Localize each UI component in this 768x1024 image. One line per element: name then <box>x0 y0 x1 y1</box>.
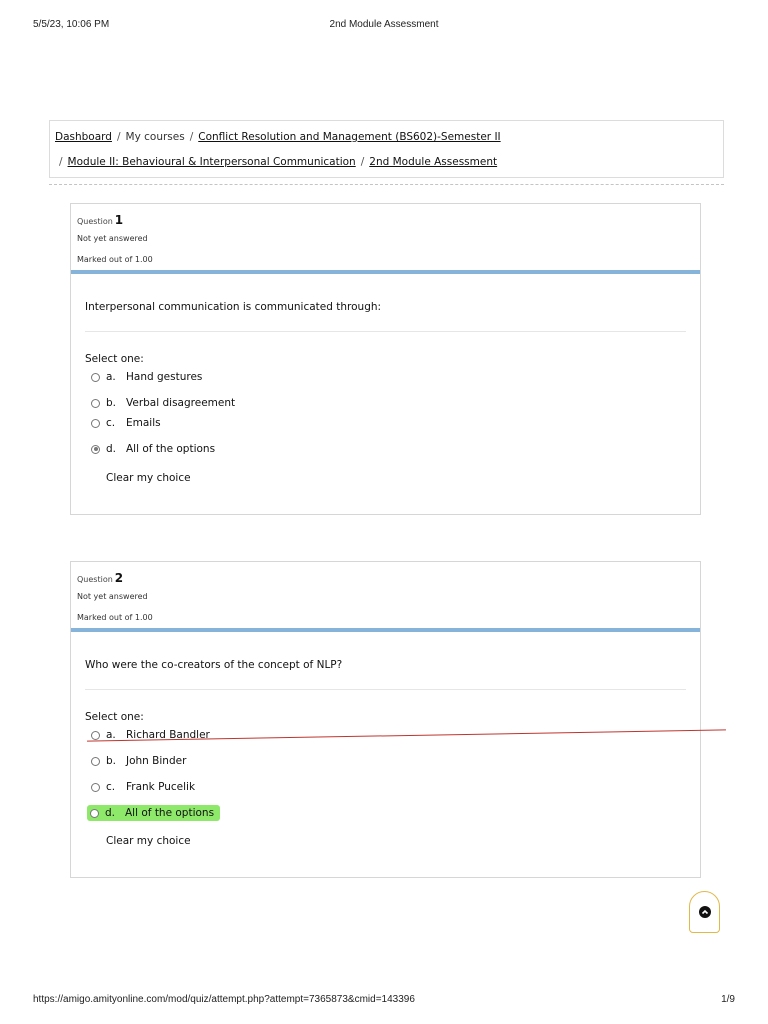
answer-option-d[interactable] <box>91 805 220 821</box>
divider <box>85 689 686 690</box>
breadcrumb-quiz-link[interactable]: 2nd Module Assessment <box>369 156 498 168</box>
answer-option-a[interactable] <box>91 369 202 385</box>
answer-option-c[interactable] <box>91 415 161 431</box>
answer-option-a[interactable] <box>91 727 720 743</box>
answer-option-b[interactable] <box>91 753 186 769</box>
divider <box>49 184 724 185</box>
question-info <box>71 562 700 632</box>
option-text: Hand gestures <box>126 371 203 383</box>
breadcrumb-separator: / <box>360 156 365 168</box>
breadcrumb-course-link[interactable]: Conflict Resolution and Management (BS602)-Semester II <box>198 131 501 143</box>
breadcrumb-separator: / <box>189 131 194 143</box>
breadcrumb-line-1 <box>55 131 501 143</box>
print-footer <box>33 994 735 1008</box>
answer-option-b[interactable] <box>91 395 235 411</box>
question-number: 1 <box>114 213 124 227</box>
option-letter: a. <box>106 371 116 383</box>
question-grade: Marked out of 1.00 <box>77 255 153 264</box>
question-content <box>71 632 700 847</box>
radio-button[interactable] <box>91 757 100 766</box>
breadcrumb-separator: / <box>59 156 63 168</box>
option-text: Frank Pucelik <box>126 781 196 793</box>
option-text: Verbal disagreement <box>126 397 236 409</box>
clear-choice-link[interactable]: Clear my choice <box>106 835 191 847</box>
breadcrumb-my-courses: My courses <box>125 131 185 143</box>
question-state: Not yet answered <box>77 234 148 243</box>
radio-button[interactable] <box>91 373 100 382</box>
answer-option-c[interactable] <box>91 779 195 795</box>
chevron-up-circle-icon <box>699 906 711 918</box>
radio-button[interactable] <box>90 809 99 818</box>
print-page-number: 1/9 <box>721 994 735 1005</box>
question-label: Question 2 <box>77 571 124 585</box>
print-url: https://amigo.amityonline.com/mod/quiz/attempt.php?attempt=7365873&cmid=143396 <box>33 994 415 1005</box>
question-2 <box>70 561 701 878</box>
option-text: Emails <box>126 417 161 429</box>
question-text: Interpersonal communication is communicated through: <box>85 301 382 313</box>
radio-button[interactable] <box>91 783 100 792</box>
radio-button[interactable] <box>91 419 100 428</box>
option-text: All of the options <box>126 443 216 455</box>
option-letter: d. <box>106 443 117 455</box>
back-to-top-button[interactable] <box>689 891 720 933</box>
select-one-label: Select one: <box>85 711 144 723</box>
radio-button[interactable] <box>91 399 100 408</box>
option-letter: a. <box>106 729 116 741</box>
option-letter: b. <box>106 755 117 767</box>
highlight-marker <box>87 805 220 821</box>
divider <box>85 331 686 332</box>
question-grade: Marked out of 1.00 <box>77 613 153 622</box>
print-title: 2nd Module Assessment <box>329 19 439 30</box>
radio-button[interactable] <box>91 731 100 740</box>
question-info <box>71 204 700 274</box>
answer-option-d[interactable] <box>91 441 215 457</box>
breadcrumb-dashboard-link[interactable]: Dashboard <box>55 131 112 143</box>
option-letter: d. <box>105 807 116 819</box>
clear-choice-link[interactable]: Clear my choice <box>106 472 191 484</box>
radio-button-selected[interactable] <box>91 445 100 454</box>
breadcrumb-separator: / <box>116 131 121 143</box>
breadcrumb <box>49 120 724 178</box>
question-text: Who were the co-creators of the concept of NLP? <box>85 659 343 671</box>
print-datetime: 5/5/23, 10:06 PM <box>33 19 110 30</box>
question-state: Not yet answered <box>77 592 148 601</box>
question-1 <box>70 203 701 515</box>
question-number: 2 <box>114 571 124 585</box>
breadcrumb-line-2 <box>59 156 497 168</box>
print-header <box>33 19 735 33</box>
select-one-label: Select one: <box>85 353 144 365</box>
option-text: All of the options <box>125 807 215 819</box>
option-letter: c. <box>106 417 116 429</box>
question-label: Question 1 <box>77 213 124 227</box>
option-text: Richard Bandler <box>126 729 210 741</box>
option-letter: c. <box>106 781 116 793</box>
option-letter: b. <box>106 397 117 409</box>
option-text: John Binder <box>126 755 187 767</box>
breadcrumb-module-link[interactable]: Module II: Behavioural & Interpersonal Communication <box>67 156 356 168</box>
